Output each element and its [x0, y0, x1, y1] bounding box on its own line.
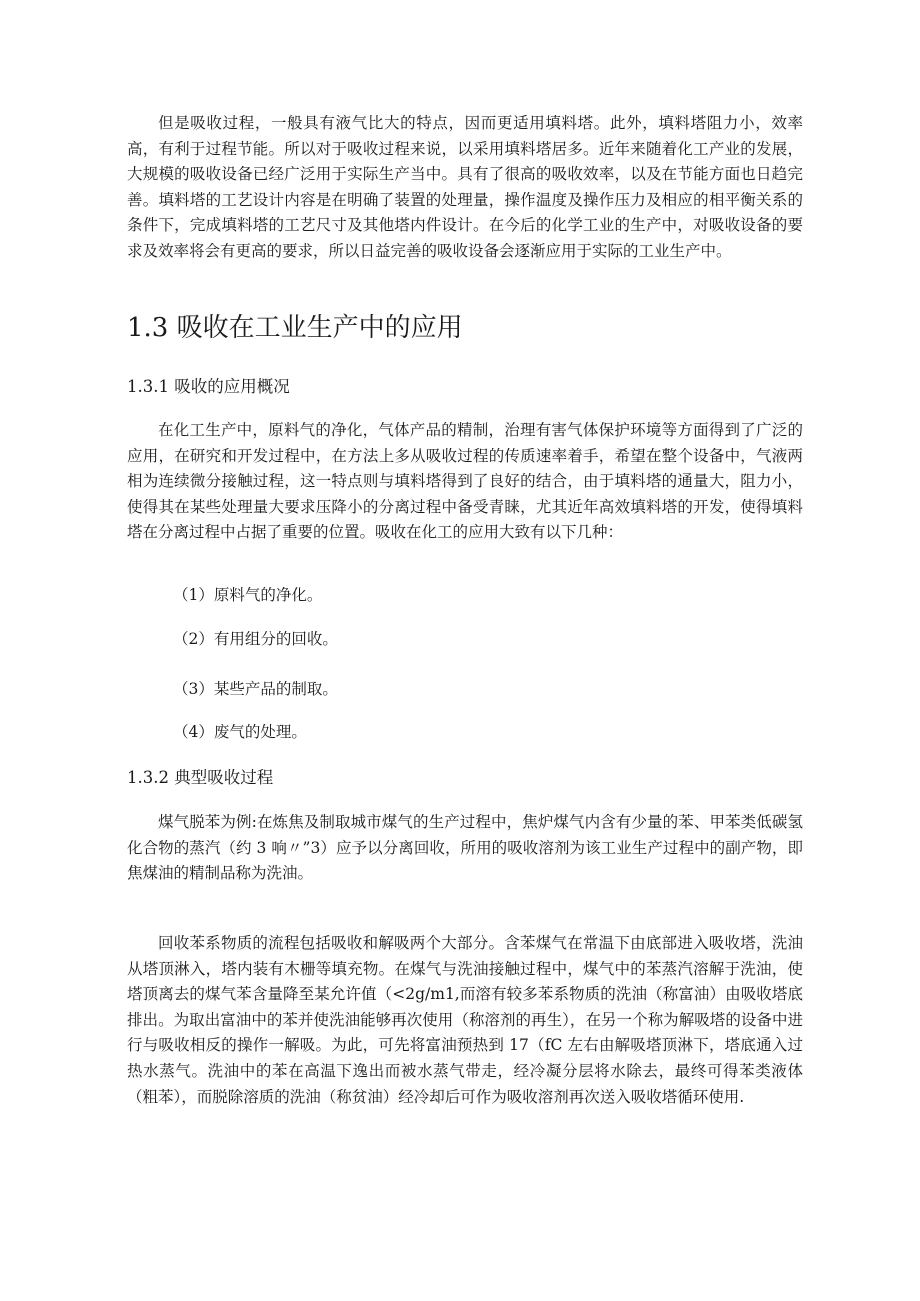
- subsection-heading-1-3-2: 1.3.2 典型吸收过程: [127, 768, 274, 787]
- list-item: （4）废气的处理。: [173, 723, 307, 741]
- section-heading: 1.3 吸收在工业生产中的应用: [127, 313, 463, 343]
- list-item: （1）原料气的净化。: [173, 586, 323, 604]
- list-item: （3）某些产品的制取。: [173, 680, 338, 698]
- recovery-process-paragraph: 回收苯系物质的流程包括吸收和解吸两个大部分。含苯煤气在常温下由底部进入吸收塔，洗油从塔顶淋入，塔内装有木栅等填充物。在煤气与洗油接触过程中，煤气中的苯蒸汽溶解于洗油，使塔顶离去的煤气苯含量降至某允许值（<2g/m1,而溶有较多苯系物质的洗油（称富油）由吸收塔底排出。为取出富油中的苯并使洗油能够再次使用（称溶剂的再生），在另一个称为解吸塔的设备中进行与吸收相反的操作一解吸。为此，可先将富油预热到 17（fC 左右由解吸塔顶淋下，塔底通入过热水蒸气。洗油中的苯在高温下逸出而被水蒸气带走，经冷凝分层将水除去，最终可得苯类液体（粗苯），而脱除溶质的洗油（称贫油）经冷却后可作为吸收溶剂再次送入吸收塔循环使用.: [127, 934, 803, 1106]
- subsection-heading-1-3-1: 1.3.1 吸收的应用概况: [127, 377, 290, 396]
- applications-paragraph: 在化工生产中，原料气的净化，气体产品的精制，治理有害气体保护环境等方面得到了广泛的应用，在研究和开发过程中，在方法上多从吸收过程的传质速率着手，希望在整个设备中，气液两相为连续微分接触过程，这一特点则与填料塔得到了良好的结合，由于填料塔的通量大，阻力小，使得其在某些处理量大要求压降小的分离过程中备受青睐，尤其近年高效填料塔的开发，使得填料塔在分离过程中占据了重要的位置。吸收在化工的应用大致有以下几种：: [127, 421, 803, 542]
- list-item: （2）有用组分的回收。: [173, 630, 338, 648]
- benzene-removal-paragraph: 煤气脱苯为例:在炼焦及制取城市煤气的生产过程中，焦炉煤气内含有少量的苯、甲苯类低碳氢化合物的蒸汽（约 3 响〃”3）应予以分离回收，所用的吸收溶剂为该工业生产过程中的副产物，即焦煤油的精制品称为洗油。: [127, 813, 803, 883]
- intro-paragraph: 但是吸收过程，一般具有液气比大的特点，因而更适用填料塔。此外，填料塔阻力小，效率高，有利于过程节能。所以对于吸收过程来说，以采用填料塔居多。近年来随着化工产业的发展，大规模的吸收设备已经广泛用于实际生产当中。具有了很高的吸收效率，以及在节能方面也日趋完善。填料塔的工艺设计内容是在明确了装置的处理量，操作温度及操作压力及相应的相平衡关系的条件下，完成填料塔的工艺尺寸及其他塔内件设计。在今后的化学工业的生产中，对吸收设备的要求及效率将会有更高的要求，所以日益完善的吸收设备会逐渐应用于实际的工业生产中。: [127, 114, 803, 260]
